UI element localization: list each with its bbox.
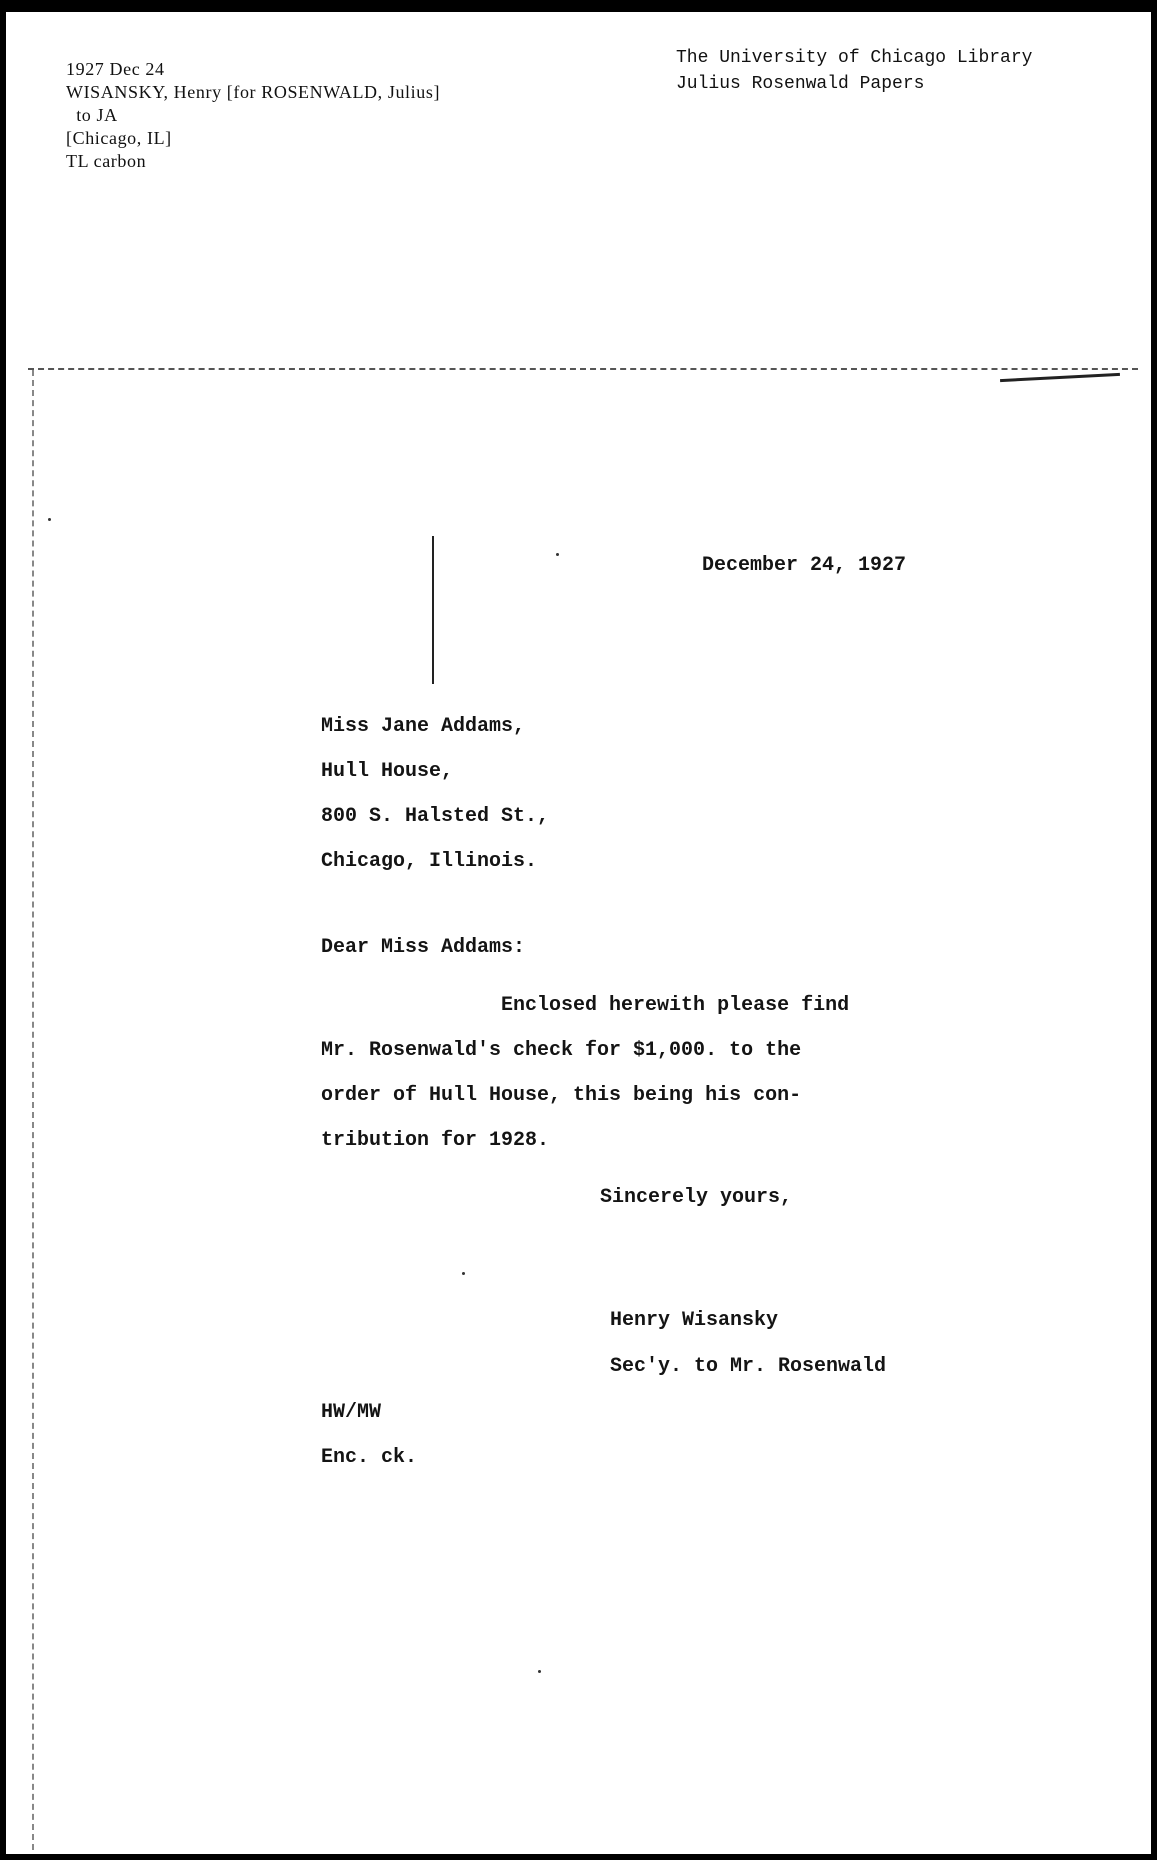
body-line: order of Hull House, this being his con- <box>321 1084 802 1107</box>
body-line: tribution for 1928. <box>321 1129 550 1152</box>
scan-border-top <box>0 0 1157 12</box>
address-line: Miss Jane Addams, <box>321 715 526 738</box>
archive-header <box>676 45 1032 97</box>
ink-speck <box>556 553 559 556</box>
salutation: Dear Miss Addams: <box>321 936 526 959</box>
archive-library: The University of Chicago Library <box>676 48 1033 68</box>
body-line: Enclosed herewith please find <box>321 994 850 1017</box>
address-line: Hull House, <box>321 760 454 783</box>
letter-body <box>321 983 849 1163</box>
signer-title: Sec'y. to Mr. Rosenwald <box>610 1355 887 1378</box>
catalog-header <box>66 58 440 173</box>
ink-speck <box>462 1272 465 1275</box>
page-fold-mark <box>1000 373 1120 382</box>
pen-stroke <box>432 536 434 684</box>
letter-date: December 24, 1927 <box>702 554 907 577</box>
catalog-recipient: to JA <box>66 105 118 125</box>
signature-block <box>610 1298 886 1390</box>
catalog-author: WISANSKY, Henry [for ROSENWALD, Julius] <box>66 82 441 102</box>
margin-edge <box>32 370 34 1850</box>
scan-border-right <box>1151 0 1157 1860</box>
catalog-place: [Chicago, IL] <box>66 128 172 148</box>
enclosure-note: Enc. ck. <box>321 1446 418 1469</box>
reference-block <box>321 1390 417 1480</box>
page-fold-line <box>28 368 1138 370</box>
catalog-type: TL carbon <box>66 151 147 171</box>
ink-speck <box>48 518 51 521</box>
address-line: Chicago, Illinois. <box>321 850 538 873</box>
signer-name: Henry Wisansky <box>610 1309 779 1332</box>
ink-speck <box>538 1670 541 1673</box>
reference-initials: HW/MW <box>321 1401 382 1424</box>
body-line: Mr. Rosenwald's check for $1,000. to the <box>321 1039 802 1062</box>
address-line: 800 S. Halsted St., <box>321 805 550 828</box>
complimentary-close: Sincerely yours, <box>600 1186 793 1209</box>
scan-border-bottom <box>0 1854 1157 1860</box>
inside-address <box>321 704 549 884</box>
archive-collection: Julius Rosenwald Papers <box>676 74 925 94</box>
catalog-date: 1927 Dec 24 <box>66 59 165 79</box>
scan-border-left <box>0 0 6 1860</box>
